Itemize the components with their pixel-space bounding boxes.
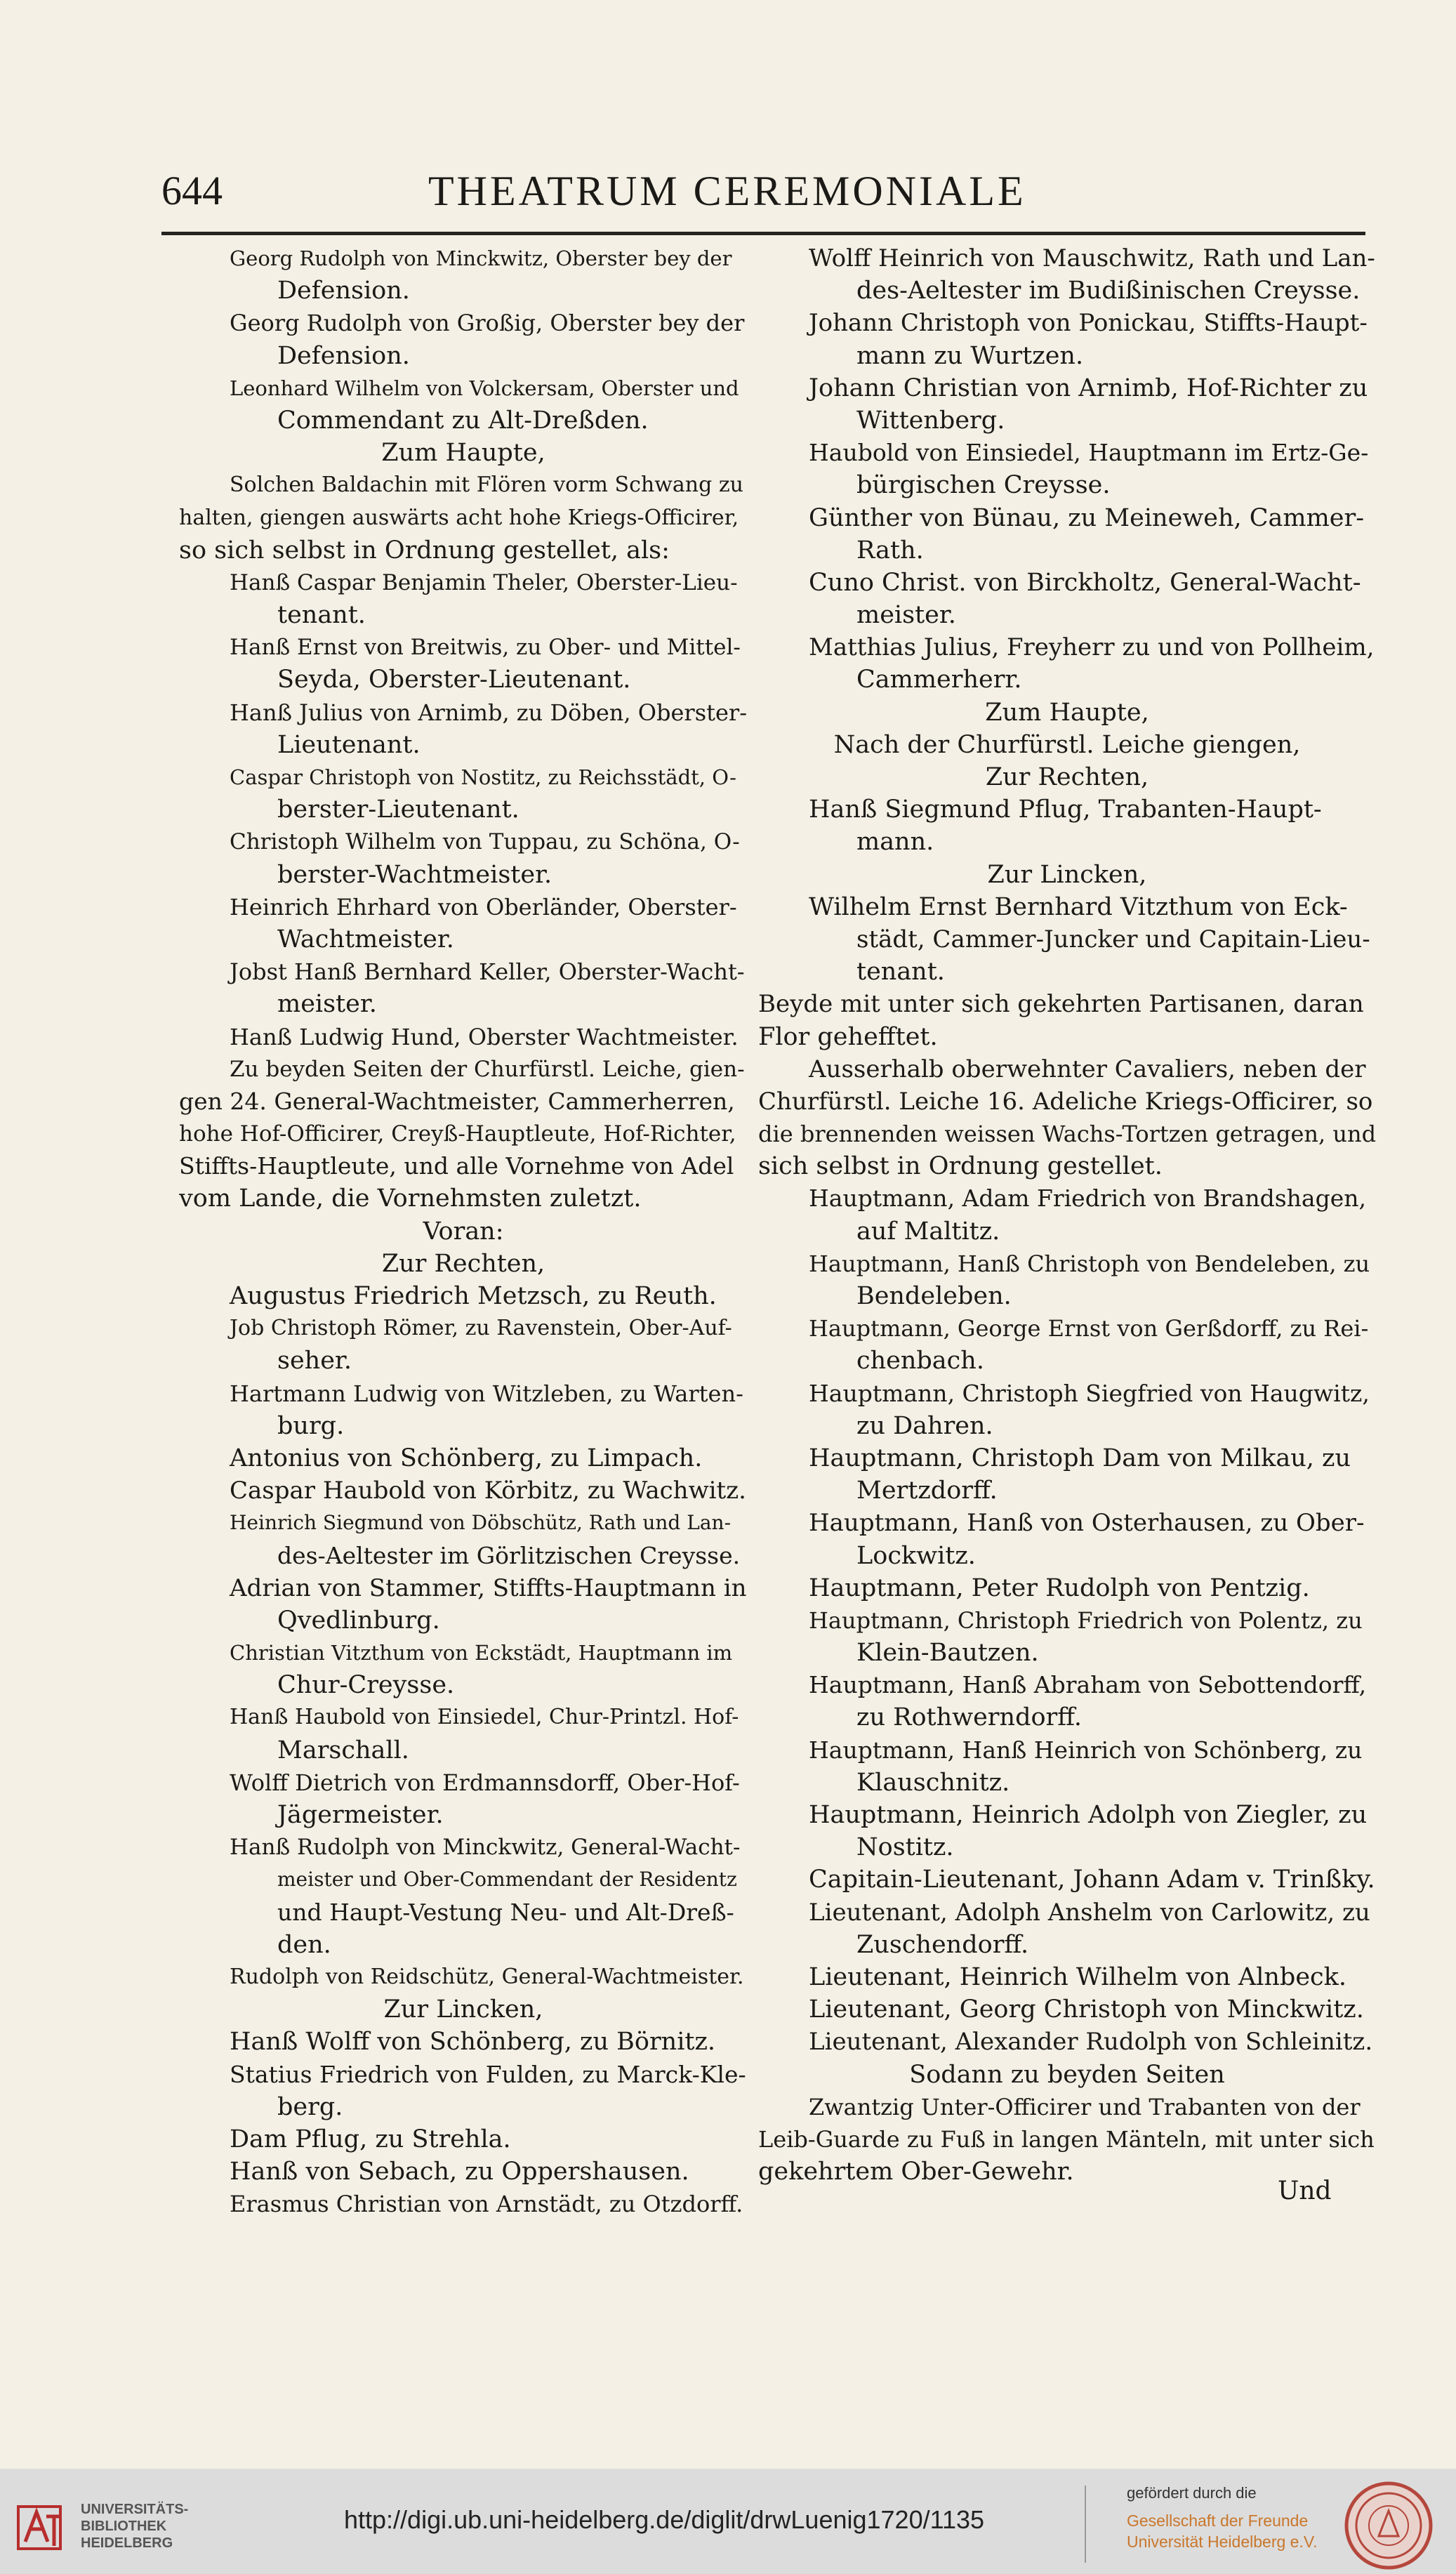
text-line: Hanß Ernst von Breitwis, zu Ober- und Mittel-	[230, 635, 741, 661]
text-line: zu Rothwerndorff.	[856, 1703, 1083, 1732]
text-line: des-Aeltester im Budißinischen Creysse.	[856, 277, 1361, 305]
society-name-line: Universität Heidelberg e.V.	[1127, 2533, 1318, 2551]
text-line: Zwantzig Unter-Officirer und Trabanten von der	[809, 2093, 1361, 2120]
text-line: Leib-Guarde zu Fuß in langen Mänteln, mit unter sich	[758, 2125, 1375, 2153]
text-line: Rath.	[856, 536, 924, 565]
text-line: Lieutenant.	[277, 730, 421, 759]
text-line: Commendant zu Alt-Dreßden.	[277, 406, 649, 435]
text-line: meister.	[277, 990, 377, 1019]
text-line: Defension.	[277, 277, 410, 305]
society-name-line: Gesellschaft der Freunde	[1127, 2512, 1309, 2530]
text-line: Wittenberg.	[856, 406, 1005, 435]
text-line: bürgischen Creysse.	[856, 471, 1111, 500]
text-line: Hauptmann, Hanß Abraham von Sebottendorff,	[809, 1671, 1367, 1699]
text-line: Hauptmann, Peter Rudolph von Pentzig.	[809, 1573, 1310, 1602]
text-line: mann zu Wurtzen.	[856, 341, 1084, 370]
text-line: Qvedlinburg.	[277, 1606, 440, 1635]
text-line: Johann Christoph von Ponickau, Stiffts-Haupt-	[809, 309, 1368, 338]
page-number: 644	[161, 168, 223, 213]
text-line: Dam Pflug, zu Strehla.	[230, 2125, 511, 2153]
text-line: Klauschnitz.	[856, 1768, 1010, 1797]
text-line: Zur Lincken,	[383, 1995, 543, 2024]
library-name-line: HEIDELBERG	[81, 2535, 173, 2551]
text-line: Hauptmann, Hanß Heinrich von Schönberg, zu	[809, 1736, 1363, 1764]
text-line: Hauptmann, Heinrich Adolph von Ziegler, zu	[809, 1801, 1368, 1829]
catchword: Und	[1278, 2177, 1332, 2205]
text-line: Hauptmann, Hanß von Osterhausen, zu Ober-	[809, 1509, 1365, 1538]
text-line: vom Lande, die Vornehmsten zuletzt.	[179, 1184, 642, 1213]
page-header	[161, 167, 1362, 223]
text-line: Chur-Creysse.	[277, 1671, 455, 1700]
text-line: chenbach.	[856, 1347, 984, 1375]
funded-by-label: gefördert durch die	[1127, 2484, 1257, 2502]
text-line: Matthias Julius, Freyherr zu und von Pollheim,	[809, 633, 1375, 662]
text-line: Marschall.	[277, 1736, 409, 1764]
text-line: Zur Rechten,	[985, 763, 1149, 791]
text-line: Hanß Rudolph von Minckwitz, General-Wacht-	[230, 1835, 741, 1861]
text-line: Wachtmeister.	[277, 925, 454, 953]
text-line: und Haupt-Vestung Neu- und Alt-Dreß-	[277, 1898, 734, 1926]
text-line: Heinrich Siegmund von Döbschütz, Rath und Lan-	[230, 1511, 732, 1535]
text-line: so sich selbst in Ordnung gestellet, als:	[179, 536, 670, 565]
text-line: Defension.	[277, 341, 410, 370]
text-line: Hanß von Sebach, zu Oppershausen.	[230, 2158, 689, 2186]
society-name[interactable]	[1127, 2510, 1317, 2552]
text-line: Hauptmann, Hanß Christoph von Bendeleben, zu	[809, 1250, 1370, 1277]
text-line: Hanß Haubold von Einsiedel, Chur-Printzl. Hof-	[230, 1705, 739, 1730]
library-name-line: UNIVERSITÄTS-	[81, 2502, 189, 2517]
text-line: Beyde mit unter sich gekehrten Partisanen, daran	[758, 990, 1364, 1019]
text-line: Jägermeister.	[277, 1801, 444, 1829]
text-line: Hauptmann, Christoph Dam von Milkau, zu	[809, 1444, 1351, 1472]
text-line: meister und Ober-Commendant der Residentz	[277, 1868, 737, 1892]
library-name-line: BIBLIOTHEK	[81, 2519, 167, 2534]
text-line: Adrian von Stammer, Stiffts-Hauptmann in	[230, 1573, 747, 1602]
text-line: Hauptmann, Christoph Siegfried von Haugwitz,	[809, 1379, 1370, 1407]
text-line: berster-Lieutenant.	[277, 796, 519, 824]
text-line: Rudolph von Reidschütz, General-Wachtmeister.	[230, 1964, 744, 1989]
text-line: Hauptmann, Adam Friedrich von Brandshagen,	[809, 1184, 1366, 1213]
text-line: Haubold von Einsiedel, Hauptmann im Ertz-Ge-	[809, 439, 1369, 467]
text-line: Cammerherr.	[856, 666, 1022, 694]
text-line: Zur Rechten,	[381, 1249, 545, 1278]
text-line: Zum Haupte,	[381, 439, 545, 468]
text-line: tenant.	[856, 958, 945, 986]
text-line: Günther von Bünau, zu Meineweh, Cammer-	[809, 503, 1365, 532]
university-seal-icon[interactable]	[1339, 2480, 1438, 2571]
text-line: Solchen Baldachin mit Flören vorm Schwang zu	[230, 473, 743, 498]
text-line: Ausserhalb oberwehnter Cavaliers, neben der	[809, 1055, 1366, 1083]
header-rule	[161, 232, 1365, 235]
text-line: Churfürstl. Leiche 16. Adeliche Kriegs-Officirer, so	[758, 1087, 1373, 1116]
text-line: gen 24. General-Wachtmeister, Cammerherren,	[179, 1087, 735, 1115]
text-line: Zu beyden Seiten der Churfürstl. Leiche, gien-	[230, 1056, 745, 1082]
text-line: Nach der Churfürstl. Leiche giengen,	[833, 730, 1301, 759]
text-line: zu Dahren.	[856, 1411, 993, 1440]
text-line: Augustus Friedrich Metzsch, zu Reuth.	[230, 1282, 717, 1310]
text-line: Hanß Siegmund Pflug, Trabanten-Haupt-	[809, 796, 1322, 824]
text-line: Mertzdorff.	[856, 1477, 998, 1505]
text-line: Lieutenant, Georg Christoph von Minckwitz.	[809, 1995, 1364, 2024]
text-line: sich selbst in Ordnung gestellet.	[758, 1152, 1163, 1181]
text-line: burg.	[277, 1411, 345, 1440]
library-name[interactable]	[81, 2501, 188, 2552]
text-line: Georg Rudolph von Großig, Oberster bey der	[230, 310, 745, 337]
text-line: Heinrich Ehrhard von Oberländer, Oberster-	[230, 893, 737, 920]
text-line: Klein-Bautzen.	[856, 1639, 1039, 1668]
text-line: Wolff Dietrich von Erdmannsdorff, Ober-Hof-	[230, 1769, 740, 1796]
text-line: Erasmus Christian von Arnstädt, zu Otzdorff.	[230, 2191, 743, 2218]
text-line: Zuschendorff.	[856, 1930, 1029, 1959]
text-line: meister.	[856, 601, 956, 630]
text-line: Hanß Ludwig Hund, Oberster Wachtmeister.	[230, 1023, 739, 1050]
text-line: seher.	[277, 1347, 352, 1375]
text-line: halten, giengen auswärts acht hohe Kriegs-Officirer,	[179, 505, 739, 530]
text-line: Zum Haupte,	[985, 698, 1149, 727]
text-line: Lieutenant, Adolph Anshelm von Carlowitz, zu	[809, 1898, 1370, 1927]
text-line: Flor gehefftet.	[758, 1022, 938, 1051]
permalink-url[interactable]: http://digi.ub.uni-heidelberg.de/diglit/drwLuenig1720/1135	[344, 2505, 985, 2534]
text-line: gekehrtem Ober-Gewehr.	[758, 2158, 1074, 2186]
text-line: mann.	[856, 828, 934, 857]
text-line: hohe Hof-Officirer, Creyß-Hauptleute, Hof-Richter,	[179, 1121, 736, 1147]
text-line: Lieutenant, Alexander Rudolph von Schleinitz.	[809, 2028, 1373, 2057]
running-head: THEATRUM CEREMONIALE	[428, 168, 1026, 214]
text-line: die brennenden weissen Wachs-Tortzen getragen, und	[758, 1121, 1376, 1148]
text-line: Lieutenant, Heinrich Wilhelm von Alnbeck.	[809, 1962, 1346, 1991]
text-line: Jobst Hanß Bernhard Keller, Oberster-Wacht-	[230, 958, 745, 986]
ub-heidelberg-logo-icon[interactable]	[15, 2500, 72, 2556]
text-line: Voran:	[423, 1217, 504, 1246]
text-line: Hauptmann, Christoph Friedrich von Polentz, zu	[809, 1606, 1363, 1634]
right-column	[758, 242, 1376, 2188]
text-line: Lockwitz.	[856, 1541, 976, 1570]
text-line: Hauptmann, George Ernst von Gerßdorff, zu Rei-	[809, 1315, 1369, 1342]
text-line: Antonius von Schönberg, zu Limpach.	[230, 1444, 703, 1472]
text-line: Zur Lincken,	[987, 860, 1147, 889]
text-line: Wilhelm Ernst Bernhard Vitzthum von Eck-	[809, 892, 1348, 921]
text-line: den.	[277, 1930, 331, 1959]
text-line: Capitain-Lieutenant, Johann Adam v. Trinßky.	[809, 1866, 1375, 1894]
text-line: Hartmann Ludwig von Witzleben, zu Warten-	[230, 1380, 743, 1407]
text-line: Nostitz.	[856, 1833, 954, 1862]
text-line: Hanß Caspar Benjamin Theler, Oberster-Lieu-	[230, 569, 738, 595]
text-line: berg.	[277, 2092, 343, 2121]
text-line: Bendeleben.	[856, 1282, 1012, 1310]
text-line: Wolff Heinrich von Mauschwitz, Rath und Lan-	[809, 244, 1375, 272]
text-line: Sodann zu beyden Seiten	[909, 2060, 1225, 2089]
text-line: Hanß Wolff von Schönberg, zu Börnitz.	[230, 2028, 716, 2057]
text-line: Statius Friedrich von Fulden, zu Marck-Kle-	[230, 2060, 746, 2088]
text-line: Caspar Christoph von Nostitz, zu Reichsstädt, O-	[230, 765, 736, 789]
text-line: des-Aeltester im Görlitzischen Creysse.	[277, 1541, 741, 1569]
text-line: Christian Vitzthum von Eckstädt, Hauptmann im	[230, 1641, 733, 1665]
text-line: Stiffts-Hauptleute, und alle Vornehme von Adel	[179, 1152, 734, 1180]
text-line: Johann Christian von Arnimb, Hof-Richter zu	[809, 374, 1368, 402]
text-line: Caspar Haubold von Körbitz, zu Wachwitz.	[230, 1477, 746, 1505]
text-line: Job Christoph Römer, zu Ravenstein, Ober-Auf-	[230, 1316, 732, 1341]
text-line: auf Maltitz.	[856, 1217, 1000, 1246]
text-line: Leonhard Wilhelm von Volckersam, Oberster und	[230, 376, 739, 400]
text-line: berster-Wachtmeister.	[277, 860, 552, 889]
text-line: tenant.	[277, 601, 366, 630]
text-line: Cuno Christ. von Birckholtz, General-Wacht-	[809, 568, 1361, 597]
text-line: städt, Cammer-Juncker und Capitain-Lieu-	[856, 925, 1370, 953]
text-line: Seyda, Oberster-Lieutenant.	[277, 666, 631, 694]
footer-divider	[1085, 2486, 1086, 2563]
text-line: Georg Rudolph von Minckwitz, Oberster bey der	[230, 246, 732, 270]
text-line: Christoph Wilhelm von Tuppau, zu Schöna, O-	[230, 829, 740, 855]
left-column	[179, 242, 748, 2220]
text-line: Hanß Julius von Arnimb, zu Döben, Oberster-	[230, 699, 748, 726]
